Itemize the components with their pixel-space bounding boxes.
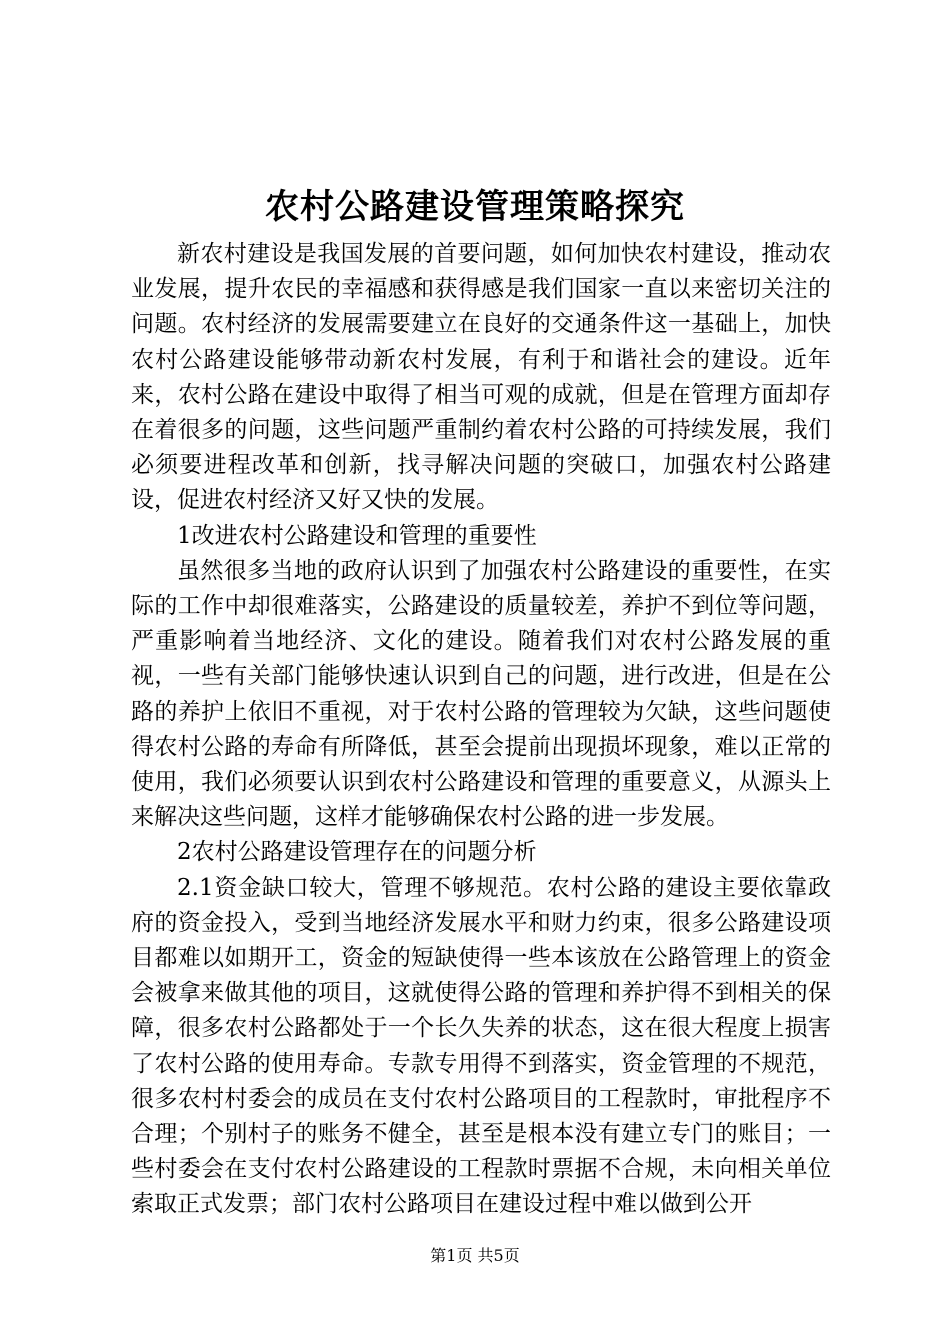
document-title: 农村公路建设管理策略探究 bbox=[265, 187, 685, 227]
paragraph-section-2-1: 2.1资金缺口较大，管理不够规范。农村公路的建设主要依靠政府的资金投入，受到当地经济发展水平和财力约束，很多公路建设项目都难以如期开工，资金的短缺使得一些本该放在公路管理上的资金会被拿来做其他的项目，这就使得公路的管理和养护得不到相关的保障，很多农村公路都处于一个长久失养的状态，这在很大程度上损害了农村公路的使用寿命。专款专用得不到落实，资金管理的不规范，很多农村村委会的成员在支付农村公路项目的工程款时，审批程序不合理；个别村子的账务不健全，甚至是根本没有建立专门的账目；一些村委会在支付农村公路建设的工程款时票据不合规，未向相关单位索取正式发票；部门农村公路项目在建设过程中难以做到公开 bbox=[131, 874, 831, 1218]
paragraph-intro: 新农村建设是我国发展的首要问题，如何加快农村建设，推动农业发展，提升农民的幸福感和获得感是我们国家一直以来密切关注的问题。农村经济的发展需要建立在良好的交通条件这一基础上，加快农村公路建设能够带动新农村发展，有利于和谐社会的建设。近年来，农村公路在建设中取得了相当可观的成就，但是在管理方面却存在着很多的问题，这些问题严重制约着农村公路的可持续发展，我们必须要进程改革和创新，找寻解决问题的突破口，加强农村公路建设，促进农村经济又好又快的发展。 bbox=[131, 241, 831, 514]
page-footer: 第1页 共5页 bbox=[430, 1246, 520, 1265]
paragraph-section-1: 虽然很多当地的政府认识到了加强农村公路建设的重要性，在实际的工作中却很难落实，公路建设的质量较差，养护不到位等问题，严重影响着当地经济、文化的建设。随着我们对农村公路发展的重视，一些有关部门能够快速认识到自己的问题，进行改进，但是在公路的养护上依旧不重视，对于农村公路的管理较为欠缺，这些问题使得农村公路的寿命有所降低，甚至会提前出现损坏现象，难以正常的使用，我们必须要认识到农村公路建设和管理的重要意义，从源头上来解决这些问题，这样才能够确保农村公路的进一步发展。 bbox=[131, 557, 831, 831]
document-body bbox=[131, 237, 831, 1223]
section-heading-1: 1改进农村公路建设和管理的重要性 bbox=[177, 522, 537, 549]
section-heading-2: 2农村公路建设管理存在的问题分析 bbox=[177, 839, 537, 866]
